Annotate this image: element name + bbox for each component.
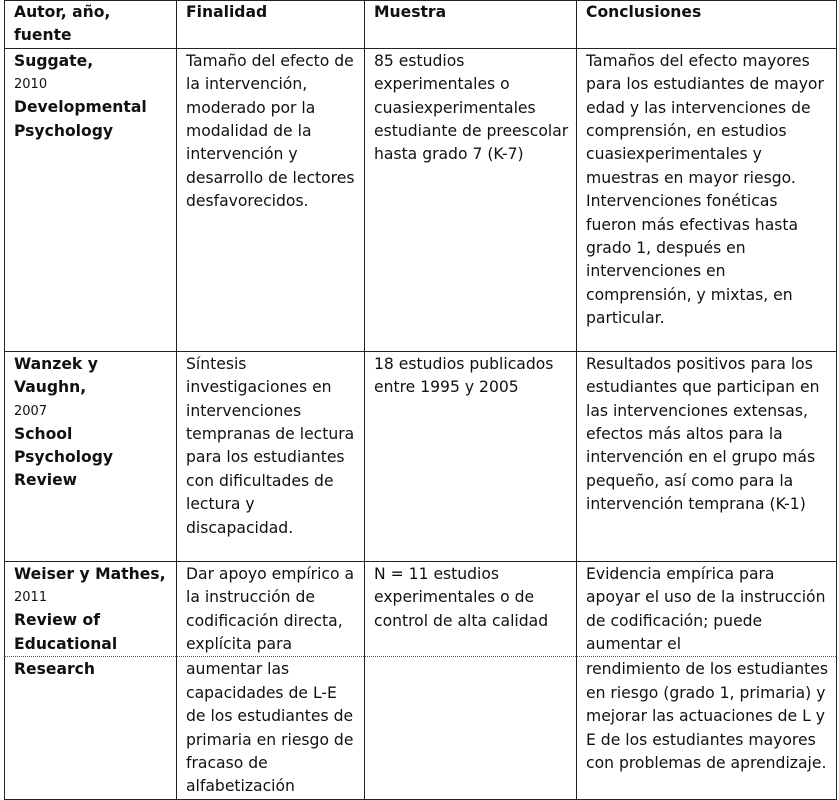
author-cell xyxy=(5,561,177,657)
purpose-cell: aumentar las capacidades de L-E de los estudiantes de primaria en riesgo de fracaso de alfabetización xyxy=(177,657,365,799)
header-row xyxy=(5,1,837,49)
journal-name: Review of Educational xyxy=(14,611,118,653)
conclusions-cell: Resultados positivos para los estudiantes que participan en las intervenciones extensas, efectos más altos para la intervención en el grupo más pequeño, así como para la intervención temprana (K-1) xyxy=(577,351,837,561)
author-name: Research xyxy=(14,660,95,679)
author-name: Wanzek y Vaughn, xyxy=(14,354,98,397)
publication-year: 2011 xyxy=(14,590,48,606)
purpose-cell: Dar apoyo empírico a la instrucción de codificación directa, explícita para xyxy=(177,561,365,657)
purpose-cell: Síntesis investigaciones en intervenciones tempranas de lectura para los estudiantes con dificultades de lectura y discapacidad. xyxy=(177,351,365,561)
author-name: Weiser y Mathes, xyxy=(14,564,166,583)
header-author: Autor, año, fuente xyxy=(5,1,177,49)
header-sample: Muestra xyxy=(365,1,577,49)
journal-name: School Psychology Review xyxy=(14,424,114,490)
table-row xyxy=(5,351,837,561)
sample-cell: 18 estudios publicados entre 1995 y 2005 xyxy=(365,351,577,561)
publication-year: 2007 xyxy=(14,403,48,419)
sample-cell: N = 11 estudios experimentales o de control de alta calidad xyxy=(365,561,577,657)
sample-cell: 85 estudios experimentales o cuasiexperimentales estudiante de preescolar hasta grado 7 (K-7) xyxy=(365,48,577,351)
author-cell xyxy=(5,657,177,799)
author-cell xyxy=(5,48,177,351)
journal-name: Developmental Psychology xyxy=(14,98,147,140)
conclusions-cell: Tamaños del efecto mayores para los estudiantes de mayor edad y las intervenciones de comprensión, en estudios cuasiexperimentales y muestras en mayor riesgo. Intervenciones fonéticas fueron más efectivas hasta grado 1, después en intervenciones en comprensión, y mixtas, en particular. xyxy=(577,48,837,351)
table-row xyxy=(5,657,837,799)
table-row xyxy=(5,48,837,351)
author-name: Suggate, xyxy=(14,51,94,70)
publication-year: 2010 xyxy=(14,77,48,93)
header-conclusions: Conclusiones xyxy=(577,1,837,49)
table-row xyxy=(5,561,837,657)
conclusions-cell: rendimiento de los estudiantes en riesgo (grado 1, primaria) y mejorar las actuaciones de L y E de los estudiantes mayores con problemas de aprendizaje. xyxy=(577,657,837,799)
sample-cell xyxy=(365,657,577,799)
header-purpose: Finalidad xyxy=(177,1,365,49)
conclusions-cell: Evidencia empírica para apoyar el uso de la instrucción de codificación; puede aumentar el xyxy=(577,561,837,657)
literature-review-table xyxy=(4,0,837,800)
author-cell xyxy=(5,351,177,561)
purpose-cell: Tamaño del efecto de la intervención, moderado por la modalidad de la intervención y desarrollo de lectores desfavorecidos. xyxy=(177,48,365,351)
